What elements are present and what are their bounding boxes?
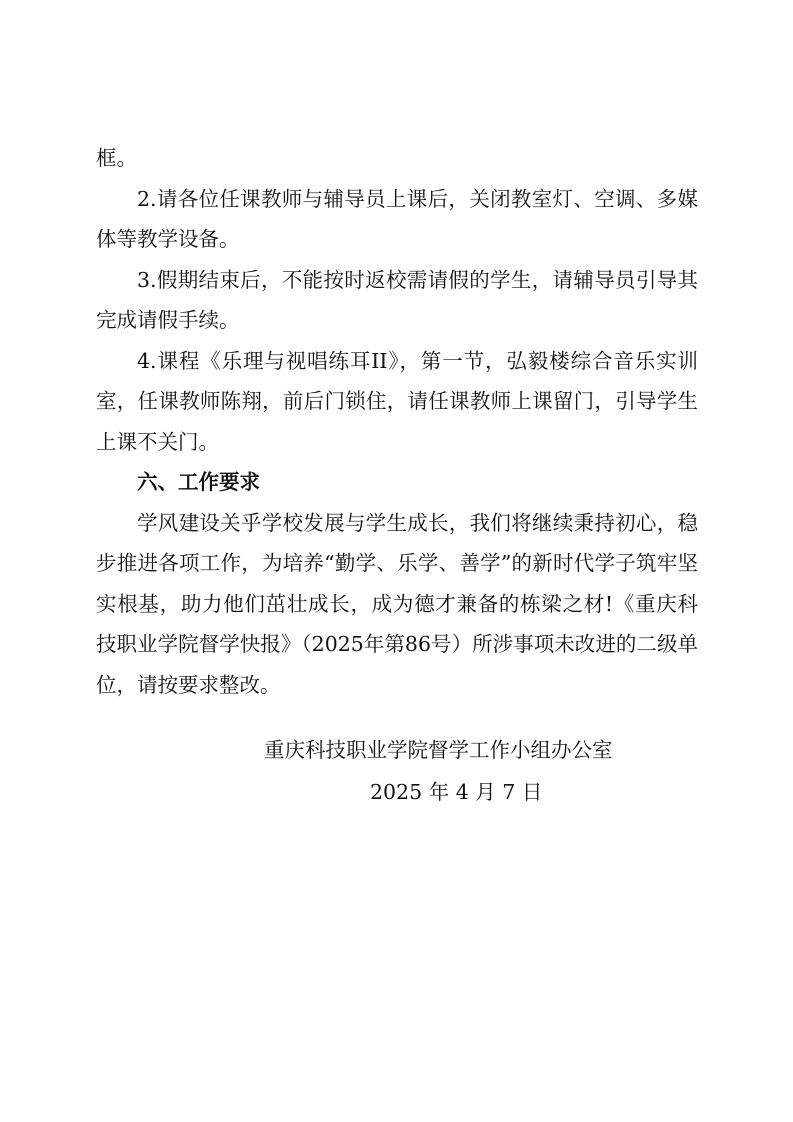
section-heading-work-requirements: 六、工作要求: [137, 470, 260, 494]
paragraph-item-2: 2.请各位任课教师与辅导员上课后，关闭教室灯、空调、多媒体等教学设备。: [96, 186, 698, 251]
signature-organization: 重庆科技职业学院督学工作小组办公室: [264, 738, 613, 762]
document-body: [96, 138, 698, 705]
paragraph-item-4: 4.课程《乐理与视唱练耳II》，第一节，弘毅楼综合音乐实训室，任课教师陈翔，前后门锁住，请任课教师上课留门，引导学生上课不关门。: [96, 348, 698, 454]
paragraph-continuation: 框。: [96, 146, 137, 170]
paragraph-work-requirements: 学风建设关乎学校发展与学生成长，我们将继续秉持初心，稳步推进各项工作，为培养“勤学、乐学、善学”的新时代学子筑牢坚实根基，助力他们茁壮成长，成为德才兼备的栋梁之材!《重庆科技职业学院督学快报》（2025年第86号）所涉事项未改进的二级单位，请按要求整改。: [96, 510, 698, 697]
signature-date: 2025 年 4 月 7 日: [370, 780, 543, 804]
paragraph-item-3: 3.假期结束后，不能按时返校需请假的学生，请辅导员引导其完成请假手续。: [96, 267, 698, 332]
